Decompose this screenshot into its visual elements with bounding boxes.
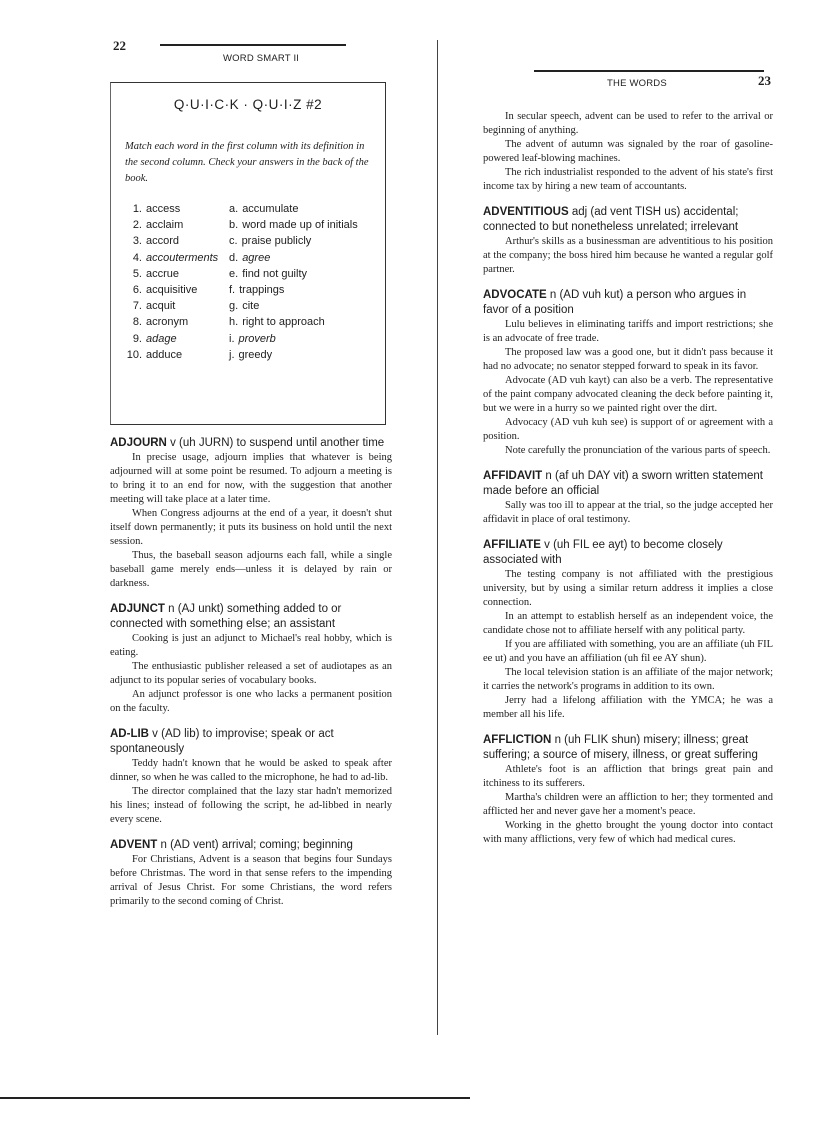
quiz-word: acronym <box>146 316 189 329</box>
entry-definition: adj (ad vent TISH us) accidental; connected to but nonetheless unrelated; irrelevant <box>483 206 739 233</box>
example-sentence: Jerry had a lifelong affiliation with the YMCA; he was a member all his life. <box>483 695 773 720</box>
example-sentence: Note carefully the pronunciation of the various parts of speech. <box>505 445 771 456</box>
quiz-definition-letter: h. <box>229 316 239 329</box>
quiz-definition: proverb <box>238 332 276 345</box>
entry-headword: ADVENT <box>110 839 158 851</box>
example-sentence: Athlete's foot is an affliction that brings great pain and itchiness to its sufferers. <box>483 764 773 789</box>
quiz-definition-letter: g. <box>229 300 239 313</box>
dictionary-entry <box>110 436 392 591</box>
quiz-definition: word made up of initials <box>242 219 358 232</box>
example-sentence: In secular speech, advent can be used to refer to the arrival or beginning of anything. <box>483 111 773 136</box>
quiz-word-item <box>126 266 218 282</box>
quiz-word-number: 3. <box>132 235 142 248</box>
entry-headword: ADJOURN <box>110 437 167 449</box>
entry-heading <box>483 288 773 318</box>
header-rule <box>534 70 764 72</box>
quiz-definition-item <box>229 233 358 249</box>
example-sentence: Teddy hadn't known that he would be asked to speak after dinner, so when he was called to the microphone, he had to ad-lib. <box>110 758 392 783</box>
example-sentence: The local television station is an affiliate of the major network; it carries the network's programs in addition to its own. <box>483 667 773 692</box>
left-entries <box>110 436 392 920</box>
example-sentence: For Christians, Advent is a season that begins four Sundays before Christmas. The word in that sense refers to the impending arrival of Jesus Christ. For some Christians, the word refers primarily to the second coming of Christ. <box>110 854 392 907</box>
example-sentence: Lulu believes in eliminating tariffs and import restrictions; she is an advocate of free trade. <box>483 319 773 344</box>
quiz-definition-letter: a. <box>229 203 239 215</box>
quiz-word-number: 8. <box>132 316 142 329</box>
quiz-word: acquit <box>146 300 176 313</box>
book-spine <box>437 40 438 1035</box>
quiz-definition-letter: c. <box>229 235 238 248</box>
entry-headword: ADJUNCT <box>110 603 165 615</box>
quiz-word-number: 7. <box>132 300 142 313</box>
quiz-definition: accumulate <box>242 203 299 215</box>
entry-headword: AFFLICTION <box>483 734 552 746</box>
quiz-definition-item <box>229 282 358 298</box>
example-sentence: The rich industrialist responded to the advent of his state's first income tax by hiring a new team of accountants. <box>483 167 773 192</box>
quiz-word-number: 10. <box>126 348 142 361</box>
quiz-definition-list <box>229 201 358 363</box>
quiz-definition: trappings <box>239 283 285 296</box>
quiz-definition-letter: e. <box>229 267 239 280</box>
dictionary-entry <box>110 727 392 827</box>
entry-headword: ADVENTITIOUS <box>483 206 569 218</box>
entry-heading <box>110 727 392 757</box>
entries-list <box>483 205 773 847</box>
entry-heading <box>483 205 773 235</box>
quiz-word-item <box>126 298 218 314</box>
example-sentence: The proposed law was a good one, but it didn't pass because it had no advocate; no senator stepped forward to speak in its favor. <box>483 347 773 372</box>
quiz-word-item <box>126 331 218 347</box>
quiz-word-number: 9. <box>132 332 142 345</box>
quiz-word-item <box>126 314 218 330</box>
quiz-definition-letter: j. <box>229 348 235 361</box>
example-sentence: An adjunct professor is one who lacks a permanent position on the faculty. <box>110 689 392 714</box>
example-sentence: In precise usage, adjourn implies that whatever is being adjourned will at some point be resumed. To adjourn a meeting is to bring it to an end for now, with the suggestion that another meeting will take place at a later time. <box>110 452 392 505</box>
example-sentence: Thus, the baseball season adjourns each fall, while a single baseball game merely ends—unless it is delayed by rain or darkness. <box>110 550 392 589</box>
example-sentence: Martha's children were an affliction to her; they tormented and afflicted her and never gave her a moment's peace. <box>483 792 773 817</box>
entry-definition: n (AJ unkt) something added to or connected with something else; an assistant <box>110 603 342 630</box>
entry-definition: n (af uh DAY vit) a sworn written statement made before an official <box>483 470 763 497</box>
dictionary-entry <box>483 288 773 458</box>
entry-definition: v (uh FIL ee ayt) to become closely associated with <box>483 539 723 566</box>
entry-headword: AFFIDAVIT <box>483 470 543 482</box>
dictionary-entry <box>483 205 773 277</box>
quiz-definition: greedy <box>238 348 273 361</box>
quiz-word-item <box>126 282 218 298</box>
entry-heading <box>483 538 773 568</box>
quiz-word-item <box>126 347 218 363</box>
quick-quiz-box <box>110 82 386 425</box>
page-number: 23 <box>758 73 771 88</box>
continued-entry <box>483 110 773 194</box>
quiz-definition-letter: b. <box>229 219 239 232</box>
dictionary-entry <box>483 733 773 847</box>
quiz-definition-letter: d. <box>229 251 239 264</box>
quiz-definition-item <box>229 266 358 282</box>
right-entries <box>483 110 773 858</box>
example-sentence: Cooking is just an adjunct to Michael's real hobby, which is eating. <box>110 633 392 658</box>
entry-definition: n (uh FLIK shun) misery; illness; great suffering; a source of misery, illness, or great suffering <box>483 734 758 761</box>
entry-heading <box>110 602 392 632</box>
quiz-definition-item <box>229 201 358 217</box>
quiz-word-list <box>126 201 218 363</box>
quiz-word-number: 4. <box>132 251 142 264</box>
quiz-definition: praise publicly <box>241 235 312 248</box>
dictionary-entry <box>483 469 773 527</box>
entry-heading <box>483 733 773 763</box>
example-sentence: The enthusiastic publisher released a set of audiotapes as an adjunct to its popular series of vocabulary books. <box>110 661 392 686</box>
quiz-definition: cite <box>242 300 260 313</box>
quiz-instructions: Match each word in the first column with its definition in the second column. Check your answers in the back of the book. <box>125 141 369 184</box>
quiz-definition-item <box>229 298 358 314</box>
entry-heading <box>110 838 392 853</box>
example-sentence: Advocacy (AD vuh kuh see) is support of or agreement with a position. <box>483 417 773 442</box>
quiz-definition-letter: i. <box>229 332 235 345</box>
quiz-word-item <box>126 217 218 233</box>
quiz-word: access <box>146 203 181 215</box>
running-head: THE WORDS <box>607 78 667 89</box>
example-sentence: Working in the ghetto brought the young doctor into contact with many afflictions, very few of which had medical cures. <box>483 820 773 845</box>
quiz-word: adage <box>146 332 177 345</box>
quiz-word: adduce <box>146 348 183 361</box>
dictionary-entry <box>110 838 392 909</box>
entry-headword: ADVOCATE <box>483 289 547 301</box>
quiz-word-number: 2. <box>132 219 142 232</box>
quiz-word: accord <box>146 235 180 248</box>
entry-definition: v (AD lib) to improvise; speak or act spontaneously <box>110 728 334 755</box>
quiz-word: accrue <box>146 267 180 280</box>
dictionary-entry <box>483 538 773 722</box>
quiz-definition: right to approach <box>242 316 325 329</box>
entry-definition: v (uh JURN) to suspend until another time <box>170 437 385 449</box>
quiz-word: acclaim <box>146 219 184 232</box>
example-sentence: Sally was too ill to appear at the trial, so the judge accepted her affidavit in place of oral testimony. <box>483 500 773 525</box>
example-sentence: When Congress adjourns at the end of a year, it doesn't shut itself down permanently; it puts its business on hold until the next session. <box>110 508 392 547</box>
quiz-word-item <box>126 250 218 266</box>
entry-headword: AD-LIB <box>110 728 149 740</box>
entry-definition: n (AD vent) arrival; coming; beginning <box>160 839 353 851</box>
quiz-definition-item <box>229 331 358 347</box>
running-head: WORD SMART II <box>223 53 300 64</box>
quiz-definition-item <box>229 217 358 233</box>
quiz-word: accouterments <box>146 251 219 264</box>
example-sentence: The advent of autumn was signaled by the roar of gasoline-powered leaf-blowing machines. <box>483 139 773 164</box>
example-sentence: If you are affiliated with something, you are an affiliate (uh FIL ee ut) and you have an affiliation (uh fil ee AY shun). <box>483 639 773 664</box>
quiz-definition: agree <box>242 251 271 264</box>
quiz-word-item <box>126 233 218 249</box>
quiz-definition-letter: f. <box>229 283 236 296</box>
example-sentence: Arthur's skills as a businessman are adventitious to his position at the company; the boss hired him because he wanted a regular golf partner. <box>483 236 773 275</box>
header-rule <box>160 44 346 46</box>
quiz-definition: find not guilty <box>242 267 308 280</box>
bottom-rule <box>0 1097 470 1099</box>
entry-headword: AFFILIATE <box>483 539 541 551</box>
quiz-word-number: 6. <box>132 283 142 296</box>
quiz-word-number: 5. <box>132 267 142 280</box>
example-sentence: The testing company is not affiliated with the prestigious university, but by using a similar return address it implies a close connection. <box>483 569 773 608</box>
quiz-word: acquisitive <box>146 283 198 296</box>
entry-heading <box>483 469 773 499</box>
quiz-title: Q·U·I·C·K · Q·U·I·Z #2 <box>173 97 323 112</box>
entry-definition: n (AD vuh kut) a person who argues in favor of a position <box>483 289 747 316</box>
quiz-definition-item <box>229 250 358 266</box>
page-number: 22 <box>113 38 126 53</box>
entry-heading <box>110 436 392 451</box>
quiz-definition-item <box>229 314 358 330</box>
example-sentence: In an attempt to establish herself as an independent voice, the candidate chose not to affiliate herself with any political party. <box>483 611 773 636</box>
quiz-word-number: 1. <box>132 203 142 215</box>
quiz-definition-item <box>229 347 358 363</box>
dictionary-entry <box>110 602 392 716</box>
example-sentence: Advocate (AD vuh kayt) can also be a verb. The representative of the paint company advocated cleaning the deck before painting it, but we were in a hurry so we painted right over the dirt. <box>483 375 773 414</box>
example-sentence: The director complained that the lazy star hadn't memorized his lines; instead of following the script, he ad-libbed in nearly every scene. <box>110 786 392 825</box>
quiz-word-item <box>126 201 218 217</box>
